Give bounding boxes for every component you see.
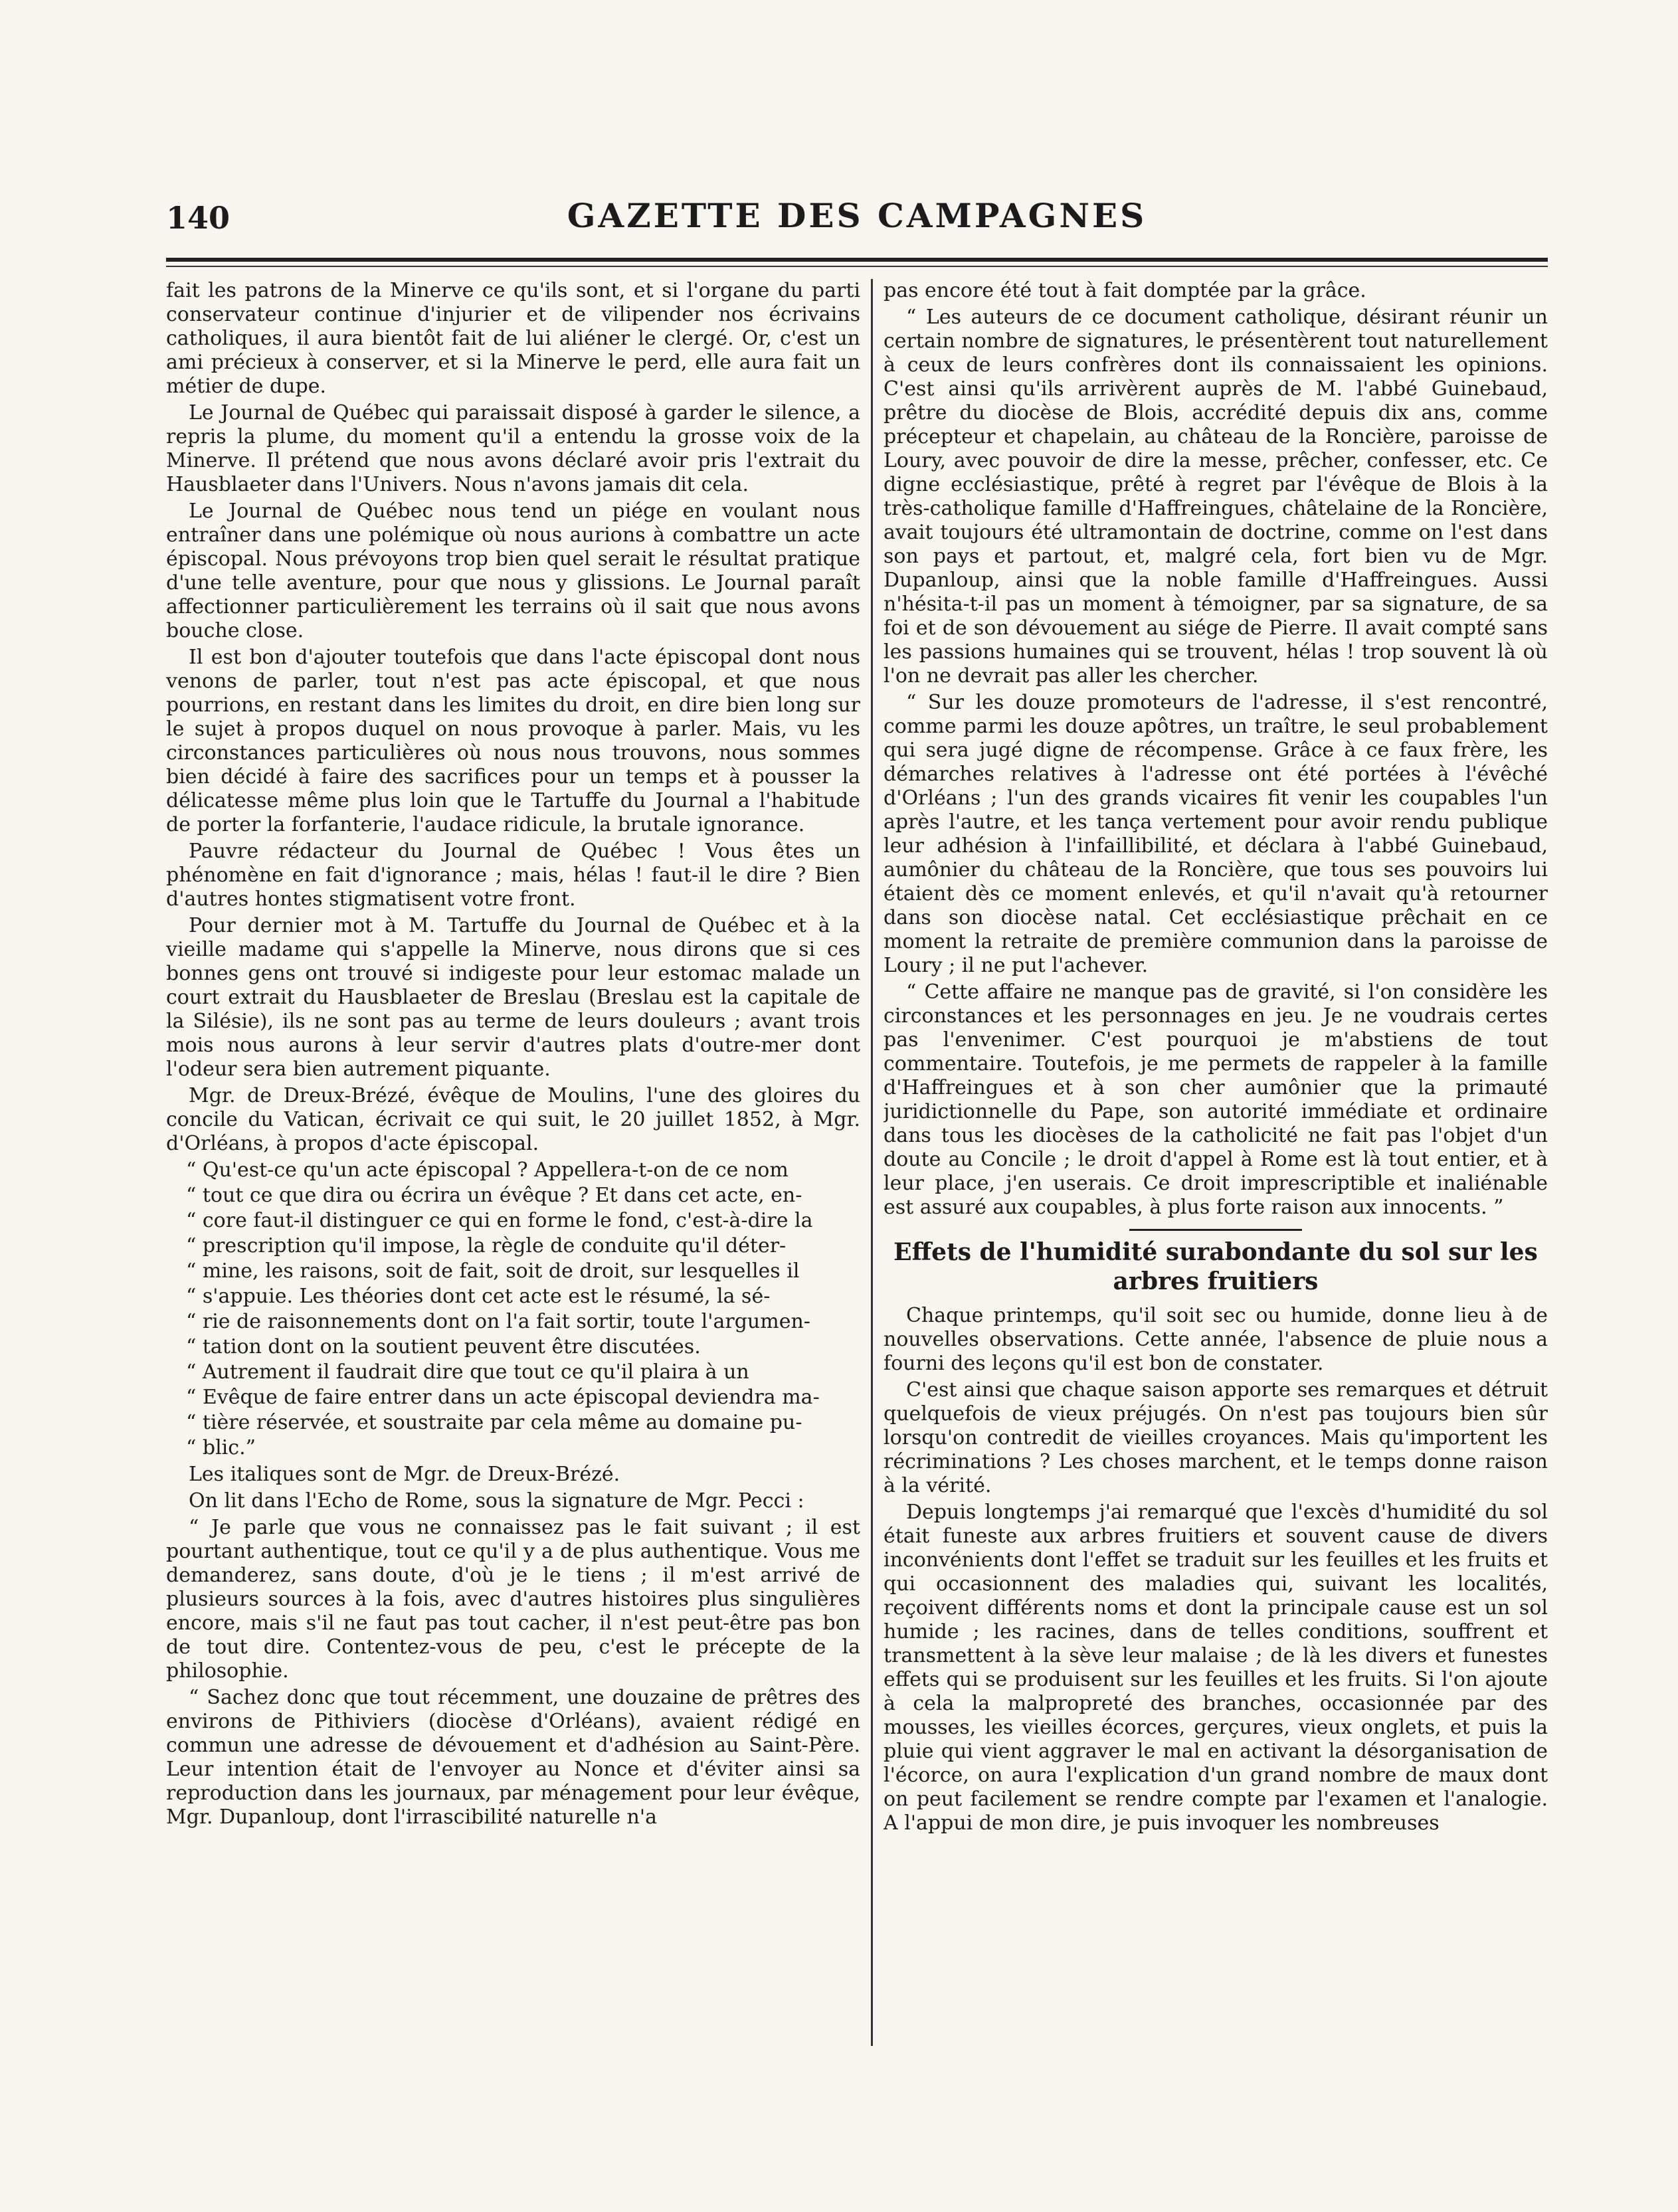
section-rule: [1129, 1229, 1302, 1231]
quote-line: “ blic.”: [186, 1436, 256, 1459]
quote-line: “ tière réservée, et soustraite par cela même au domaine pu-: [186, 1411, 802, 1434]
paragraph: fait les patrons de la Minerve ce qu'ils sont, et si l'organe du parti conservateur continue d'injurier et de vilipender nos écrivains catholiques, il aura bientôt fait de lui aliéner le clergé. Or, c'est un ami précieux à conserver, et si la Minerve le perd, elle aura fait un métier de dupe.: [166, 279, 860, 398]
paragraph: “ Cette affaire ne manque pas de gravité, si l'on considère les circonstances et les personnages en jeu. Je ne voudrais certes pas l'envenimer. C'est pourquoi je m'abstiens de tout commentaire. Toutefois, je me permets de rappeler à la famille d'Haffreingues et à son cher aumônier que la primauté juridictionnelle du Pape, son autorité immédiate et ordinaire dans tous les diocèses de la catholicité ne fait pas l'objet d'un doute au Concile ; le droit d'appel à Rome est là tout entier, et à leur place, j'en userais. Ce droit imprescriptible et inaliénable est assuré aux coupables, à plus forte raison aux innocents. ”: [884, 980, 1548, 1219]
block-quote: [166, 1158, 860, 1460]
quote-line: “ rie de raisonnements dont on l'a fait sortir, toute l'argumen-: [186, 1310, 810, 1333]
paragraph: “ Je parle que vous ne connaissez pas le fait suivant ; il est pourtant authentique, tout ce qu'il y a de plus authentique. Vous me demanderez, sans doute, d'où je le tiens ; il m'est arrivé de plusieurs sources à la fois, avec d'autres histoires plus singulières encore, mais s'il ne faut pas tout cacher, il n'est peut-être pas bon de tout dire. Contentez-vous de peu, c'est le précepte de la philosophie.: [166, 1516, 860, 1683]
quote-line: “ prescription qu'il impose, la règle de conduite qu'il déter-: [186, 1234, 787, 1257]
left-column: [166, 279, 860, 2073]
paragraph: Depuis longtemps j'ai remarqué que l'excès d'humidité du sol était funeste aux arbres fruitiers et souvent cause de divers inconvénients dont l'effet se traduit sur les feuilles et les fruits et qui occasionnent des maladies qui, suivant les localités, reçoivent différents noms et dont la principale cause est un sol humide ; les racines, dans de telles conditions, souffrent et transmettent à la sève leur malaise ; de là les divers et funestes effets qui se produisent sur les feuilles et les fruits. Si l'on ajoute à cela la malpropreté des branches, occasionnée par des mousses, les vieilles écorces, gerçures, vieux onglets, et puis la pluie qui vient aggraver le mal en activant la désorganisation de l'écorce, on aura l'explication d'un grand nombre de maux dont on peut facilement se rendre compte par l'examen et l'analogie. A l'appui de mon dire, je puis invoquer les nombreuses: [884, 1501, 1548, 1835]
paragraph: Pour dernier mot à M. Tartuffe du Journal de Québec et à la vieille madame qui s'appelle la Minerve, nous dirons que si ces bonnes gens ont trouvé si indigeste pour leur estomac malade un court extrait du Hausblaeter de Breslau (Breslau est la capitale de la Silésie), ils ne sont pas au terme de leurs douleurs ; avant trois mois nous aurons à leur servir d'autres plats d'outre-mer dont l'odeur sera bien autrement piquante.: [166, 914, 860, 1081]
page-header: [166, 196, 1548, 249]
page-number: 140: [166, 200, 231, 236]
paragraph: “ Les auteurs de ce document catholique, désirant réunir un certain nombre de signatures, le présentèrent tout naturellement à ceux de leurs confrères dont ils connaissaient les opinions. C'est ainsi qu'ils arrivèrent auprès de M. l'abbé Guinebaud, prêtre du diocèse de Blois, accrédité depuis dix ans, comme précepteur et chapelain, au château de la Roncière, paroisse de Loury, avec pouvoir de dire la messe, prêcher, confesser, etc. Ce digne ecclésiastique, prêté à regret par l'évêque de Blois à la très-catholique famille d'Haffreingues, châtelaine de la Roncière, avait toujours été ultramontain de doctrine, comme on l'est dans son pays et partout, et, malgré cela, fort bien vu de Mgr. Dupanloup, ainsi que la noble famille d'Haffreingues. Aussi n'hésita-t-il pas un moment à témoigner, par sa signature, de sa foi et de son dévouement au siége de Pierre. Il avait compté sans les passions humaines qui se trouvent, hélas ! trop souvent là où l'on ne devrait pas aller les chercher.: [884, 306, 1548, 688]
quote-line: “ s'appuie. Les théories dont cet acte est le résumé, la sé-: [186, 1285, 771, 1308]
quote-line: “ core faut-il distinguer ce qui en forme le fond, c'est-à-dire la: [186, 1209, 813, 1232]
quote-line: “ tout ce que dira ou écrira un évêque ? Et dans cet acte, en-: [186, 1184, 802, 1207]
paragraph: Chaque printemps, qu'il soit sec ou humide, donne lieu à de nouvelles observations. Cette année, l'absence de pluie nous a fourni des leçons qu'il est bon de constater.: [884, 1304, 1548, 1375]
paragraph: Le Journal de Québec qui paraissait disposé à garder le silence, a repris la plume, du moment qu'il a entendu la grosse voix de la Minerve. Il prétend que nous avons déclaré avoir pris l'extrait du Hausblaeter dans l'Univers. Nous n'avons jamais dit cela.: [166, 401, 860, 496]
right-column: [884, 279, 1548, 2073]
paragraph: pas encore été tout à fait domptée par la grâce.: [884, 279, 1366, 302]
journal-title: GAZETTE DES CAMPAGNES: [567, 196, 1147, 235]
paragraph: C'est ainsi que chaque saison apporte ses remarques et détruit quelquefois de vieux préjugés. On n'est pas toujours bien sûr lorsqu'on contredit de vieilles croyances. Mais qu'importent les récriminations ? Les choses marchent, et le temps donne raison à la vérité.: [884, 1378, 1548, 1497]
paragraph: On lit dans l'Echo de Rome, sous la signature de Mgr. Pecci :: [189, 1489, 804, 1513]
paragraph: Mgr. de Dreux-Brézé, évêque de Moulins, l'une des gloires du concile du Vatican, écrivait ce qui suit, le 20 juillet 1852, à Mgr. d'Orléans, à propos d'acte épiscopal.: [166, 1084, 860, 1155]
paragraph: “ Sachez donc que tout récemment, une douzaine de prêtres des environs de Pithiviers (diocèse d'Orléans), avaient rédigé en commun une adresse de dévouement et d'adhésion au Saint-Père. Leur intention était de l'envoyer au Nonce et d'éviter ainsi sa reproduction dans les journaux, par ménagement pour leur évêque, Mgr. Dupanloup, dont l'irrascibilité naturelle n'a: [166, 1686, 860, 1829]
quote-line: “ Evêque de faire entrer dans un acte épiscopal deviendra ma-: [186, 1386, 820, 1409]
paragraph: Pauvre rédacteur du Journal de Québec ! Vous êtes un phénomène en fait d'ignorance ; mais, hélas ! faut-il le dire ? Bien d'autres hontes stigmatisent votre front.: [166, 840, 860, 911]
section-heading: Effets de l'humidité surabondante du sol sur les arbres fruitiers: [893, 1238, 1538, 1295]
header-rule: [166, 258, 1548, 262]
paragraph: Le Journal de Québec nous tend un piége en voulant nous entraîner dans une polémique où nous aurions à combattre un acte épiscopal. Nous prévoyons trop bien quel serait le résultat pratique d'une telle aventure, pour que nous y glissions. Le Journal paraît affectionner particulièrement les terrains où il sait que nous avons bouche close.: [166, 500, 860, 642]
paragraph: Les italiques sont de Mgr. de Dreux-Brézé.: [189, 1463, 620, 1486]
header-rule-thin: [166, 266, 1548, 267]
quote-line: “ Qu'est-ce qu'un acte épiscopal ? Appellera-t-on de ce nom: [186, 1158, 789, 1182]
quote-line: “ tation dont on la soutient peuvent être discutées.: [186, 1335, 701, 1358]
quote-line: “ mine, les raisons, soit de fait, soit de droit, sur lesquelles il: [186, 1259, 800, 1283]
paragraph: “ Sur les douze promoteurs de l'adresse, il s'est rencontré, comme parmi les douze apôtres, un traître, le seul probablement qui sera jugé digne de récompense. Grâce à ce faux frère, les démarches relatives à l'adresse ont été portées à l'évêché d'Orléans ; l'un des grands vicaires fit venir les coupables l'un après l'autre, et les tança vertement pour avoir rendu publique leur adhésion à l'infaillibilité, et déclara à l'abbé Guinebaud, aumônier du château de la Roncière, que tous ses pouvoirs lui étaient dès ce moment enlevés, et qu'il n'avait qu'à retourner dans son diocèse natal. Cet ecclésiastique prêchait en ce moment la retraite de première communion dans la paroisse de Loury ; il ne put l'achever.: [884, 691, 1548, 977]
quote-line: “ Autrement il faudrait dire que tout ce qu'il plaira à un: [186, 1360, 749, 1384]
column-divider: [871, 279, 873, 2046]
paragraph: Il est bon d'ajouter toutefois que dans l'acte épiscopal dont nous venons de parler, tout n'est pas acte épiscopal, et que nous pourrions, en restant dans les limites du droit, en dire bien long sur le sujet à propos duquel on nous provoque à parler. Mais, vu les circonstances particulières où nous nous trouvons, nous sommes bien décidé à faire des sacrifices pour un temps et à pousser la délicatesse même plus loin que le Tartuffe du Journal a l'habitude de porter la forfanterie, l'audace ridicule, la brutale ignorance.: [166, 646, 860, 836]
